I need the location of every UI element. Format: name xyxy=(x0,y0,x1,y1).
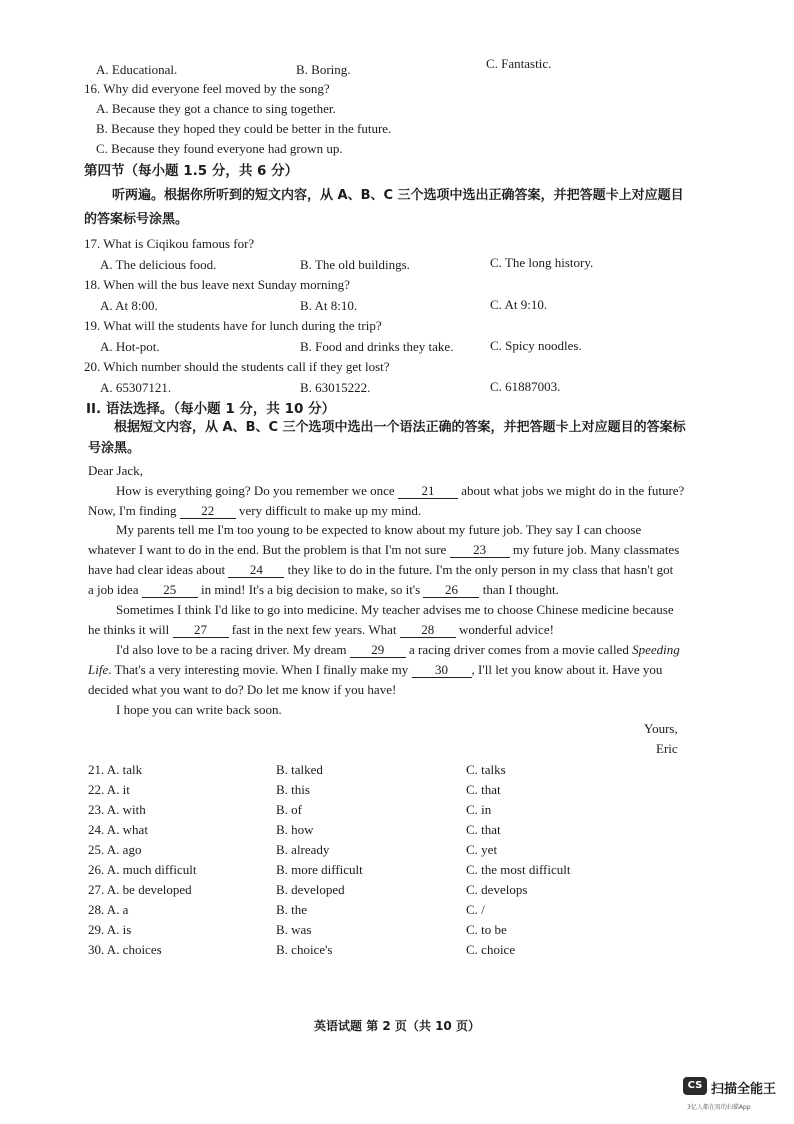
q20-question: 20. Which number should the students call if they get lost? xyxy=(84,359,390,374)
choice-28-a: 28. A. a xyxy=(88,902,129,917)
choice-27-c: C. develops xyxy=(466,882,528,897)
scanner-app-name: 扫描全能王 xyxy=(711,1082,777,1097)
letter-line-7: Sometimes I think I'd like to go into medicine. My teacher advises me to choose Chinese medicine because xyxy=(116,602,674,617)
choice-22-a: 22. A. it xyxy=(88,782,130,797)
letter-signature: Eric xyxy=(656,741,678,756)
choice-21-a: 21. A. talk xyxy=(88,762,143,777)
section4-instruction-line1: 听两遍。根据你所听到的短文内容，从 A、B、C 三个选项中选出正确答案，并把答题卡上对应题目 xyxy=(112,188,684,203)
choice-29-a: 29. A. is xyxy=(88,922,132,937)
blank-27: 27 xyxy=(173,623,229,638)
section4-title: 第四节（每小题 1.5 分，共 6 分） xyxy=(84,163,299,179)
choice-25-c: C. yet xyxy=(466,842,498,857)
choice-21-b: B. talked xyxy=(276,762,323,777)
blank-23: 23 xyxy=(450,543,510,558)
page-footer: 英语试题 第 2 页（共 10 页） xyxy=(314,1019,480,1033)
q16-option-b: B. Because they hoped they could be better in the future. xyxy=(96,121,392,136)
letter-line-4: whatever I want to do in the end. But the problem is that I'm not sure 23 my future job. Many classmates xyxy=(88,542,680,557)
letter-line-6: a job idea 25 in mind! It's a big decision to make, so it's 26 than I thought. xyxy=(88,582,559,597)
movie-title-part2: Life xyxy=(88,662,109,677)
q20-option-b: B. 63015222. xyxy=(300,380,371,395)
letter-closing: Yours, xyxy=(644,721,678,736)
grammar-instruction-line1: 根据短文内容，从 A、B、C 三个选项中选出一个语法正确的答案，并把答题卡上对应题目的答案标 xyxy=(114,420,686,435)
q18-question: 18. When will the bus leave next Sunday morning? xyxy=(84,277,350,292)
letter-line-11: decided what you want to do? Do let me know if you have! xyxy=(88,682,397,697)
choice-24-a: 24. A. what xyxy=(88,822,148,837)
choice-30-b: B. choice's xyxy=(276,942,333,957)
letter-line-8: he thinks it will 27 fast in the next few years. What 28 wonderful advice! xyxy=(88,622,554,637)
q16-option-c: C. Because they found everyone had grown up. xyxy=(96,141,343,156)
letter-line-3: My parents tell me I'm too young to be expected to know about my future job. They say I can choose xyxy=(116,522,642,537)
choice-24-c: C. that xyxy=(466,822,501,837)
choice-25-b: B. already xyxy=(276,842,330,857)
q18-option-a: A. At 8:00. xyxy=(100,298,158,313)
choice-26-b: B. more difficult xyxy=(276,862,363,877)
q17-option-c: C. The long history. xyxy=(490,255,594,270)
q15-option-a: A. Educational. xyxy=(96,62,178,77)
grammar-title: II. 语法选择。（每小题 1 分，共 10 分） xyxy=(86,401,336,417)
choice-26-a: 26. A. much difficult xyxy=(88,862,197,877)
choice-29-c: C. to be xyxy=(466,922,507,937)
q17-option-a: A. The delicious food. xyxy=(100,257,217,272)
blank-25: 25 xyxy=(142,583,198,598)
q19-option-b: B. Food and drinks they take. xyxy=(300,339,454,354)
q20-option-a: A. 65307121. xyxy=(100,380,172,395)
blank-24: 24 xyxy=(228,563,284,578)
choice-21-c: C. talks xyxy=(466,762,506,777)
q16-question: 16. Why did everyone feel moved by the song? xyxy=(84,81,330,96)
q19-question: 19. What will the students have for lunch during the trip? xyxy=(84,318,382,333)
q18-option-b: B. At 8:10. xyxy=(300,298,358,313)
letter-greeting: Dear Jack, xyxy=(88,463,143,478)
scanner-app-tagline: 3亿人都在用的扫描App xyxy=(687,1104,751,1111)
grammar-instruction-line2: 号涂黑。 xyxy=(88,441,141,456)
choice-22-b: B. this xyxy=(276,782,310,797)
letter-line-10: Life. That's a very interesting movie. When I finally make my 30 , I'll let you know about it. Have you xyxy=(88,662,663,677)
q20-option-c: C. 61887003. xyxy=(490,379,561,394)
blank-22: 22 xyxy=(180,504,236,519)
q19-option-c: C. Spicy noodles. xyxy=(490,338,582,353)
letter-line-1: How is everything going? Do you remember we once 21 about what jobs we might do in the future? xyxy=(116,483,685,498)
choice-25-a: 25. A. ago xyxy=(88,842,142,857)
choice-22-c: C. that xyxy=(466,782,501,797)
letter-line-2: Now, I'm finding 22 very difficult to make up my mind. xyxy=(88,503,422,518)
blank-28: 28 xyxy=(400,623,456,638)
q16-option-a: A. Because they got a chance to sing together. xyxy=(96,101,336,116)
letter-line-9: I'd also love to be a racing driver. My dream 29 a racing driver comes from a movie called Speeding xyxy=(116,642,680,657)
blank-26: 26 xyxy=(423,583,479,598)
q15-option-b: B. Boring. xyxy=(296,62,351,77)
choice-27-b: B. developed xyxy=(276,882,345,897)
q19-option-a: A. Hot-pot. xyxy=(100,339,160,354)
section4-instruction-line2: 的答案标号涂黑。 xyxy=(84,212,189,227)
q17-question: 17. What is Ciqikou famous for? xyxy=(84,236,255,251)
blank-30: 30 xyxy=(412,663,472,678)
letter-line-12: I hope you can write back soon. xyxy=(116,702,282,717)
choice-28-b: B. the xyxy=(276,902,308,917)
choice-27-a: 27. A. be developed xyxy=(88,882,192,897)
blank-21: 21 xyxy=(398,484,458,499)
choice-23-c: C. in xyxy=(466,802,492,817)
choice-28-c: C. / xyxy=(466,902,485,917)
q18-option-c: C. At 9:10. xyxy=(490,297,548,312)
blank-29: 29 xyxy=(350,643,406,658)
scanner-logo-icon: CS xyxy=(683,1077,707,1095)
choice-29-b: B. was xyxy=(276,922,312,937)
choice-23-b: B. of xyxy=(276,802,302,817)
choice-26-c: C. the most difficult xyxy=(466,862,571,877)
choice-30-c: C. choice xyxy=(466,942,516,957)
movie-title-part1: Speeding xyxy=(632,642,680,657)
q17-option-b: B. The old buildings. xyxy=(300,257,410,272)
choice-30-a: 30. A. choices xyxy=(88,942,162,957)
choice-23-a: 23. A. with xyxy=(88,802,146,817)
choice-24-b: B. how xyxy=(276,822,314,837)
letter-line-5: have had clear ideas about 24 they like to do in the future. I'm the only person in my class that hasn't got xyxy=(88,562,674,577)
q15-option-c: C. Fantastic. xyxy=(486,56,552,71)
